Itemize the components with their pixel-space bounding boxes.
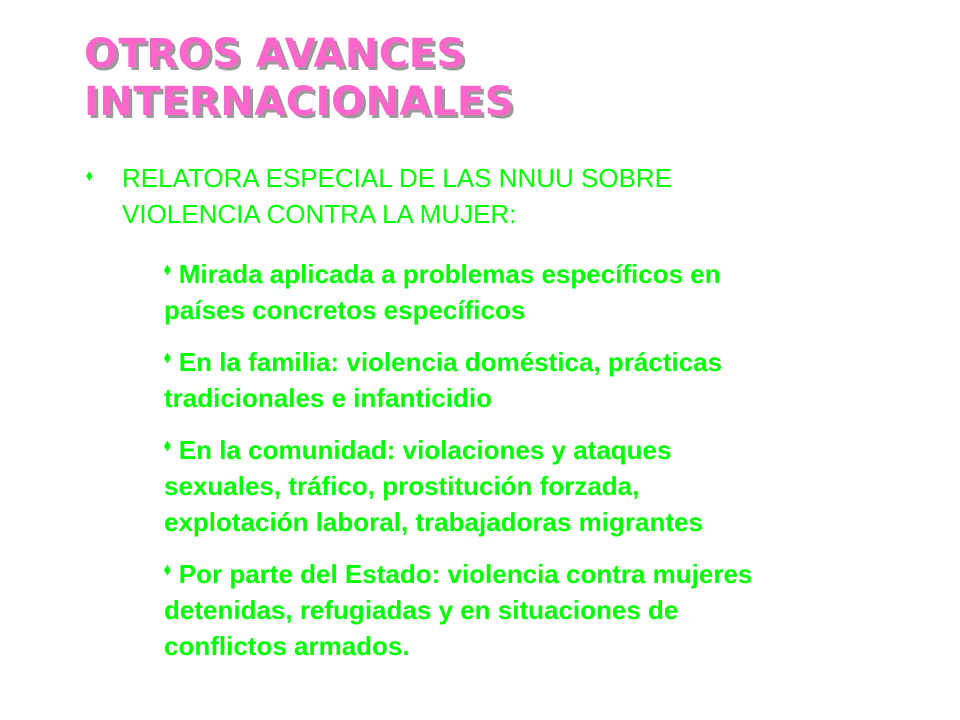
sub-bullet-line: tradicionales e infanticidio (164, 383, 492, 413)
sub-bullet-line: sexuales, tráfico, prostitución forzada, (164, 471, 640, 501)
slide-title (84, 30, 844, 126)
title-line-2: INTERNACIONALES (84, 79, 514, 125)
sub-bullet-line: Mirada aplicada a problemas específicos en (178, 259, 721, 289)
sub-bullet-line: conflictos armados. (164, 631, 410, 661)
sub-bullet-list (164, 256, 904, 680)
diamond-bullet-icon: ⬧ (164, 349, 171, 366)
diamond-bullet-icon: ⬧ (86, 167, 93, 184)
sub-bullet-item (164, 256, 904, 328)
sub-bullet-line: países concretos específicos (164, 295, 526, 325)
sub-bullet-line: explotación laboral, trabajadoras migrantes (164, 507, 703, 537)
sub-bullet-item (164, 344, 904, 416)
diamond-bullet-icon: ⬧ (164, 437, 171, 454)
main-bullet-line-1: RELATORA ESPECIAL DE LAS NNUU SOBRE (122, 163, 673, 193)
sub-bullet-line: detenidas, refugiadas y en situaciones de (164, 595, 679, 625)
title-line-1: OTROS AVANCES (84, 31, 466, 77)
main-bullet-list (86, 160, 906, 232)
sub-bullet-line: Por parte del Estado: violencia contra mujeres (178, 559, 753, 589)
diamond-bullet-icon: ⬧ (164, 261, 171, 278)
sub-bullet-line: En la comunidad: violaciones y ataques (178, 435, 672, 465)
main-bullet-item (86, 160, 906, 232)
diamond-bullet-icon: ⬧ (164, 561, 171, 578)
sub-bullet-line: En la familia: violencia doméstica, prácticas (178, 347, 723, 377)
main-bullet-line-2: VIOLENCIA CONTRA LA MUJER: (122, 199, 517, 229)
sub-bullet-item (164, 556, 904, 664)
sub-bullet-item (164, 432, 904, 540)
